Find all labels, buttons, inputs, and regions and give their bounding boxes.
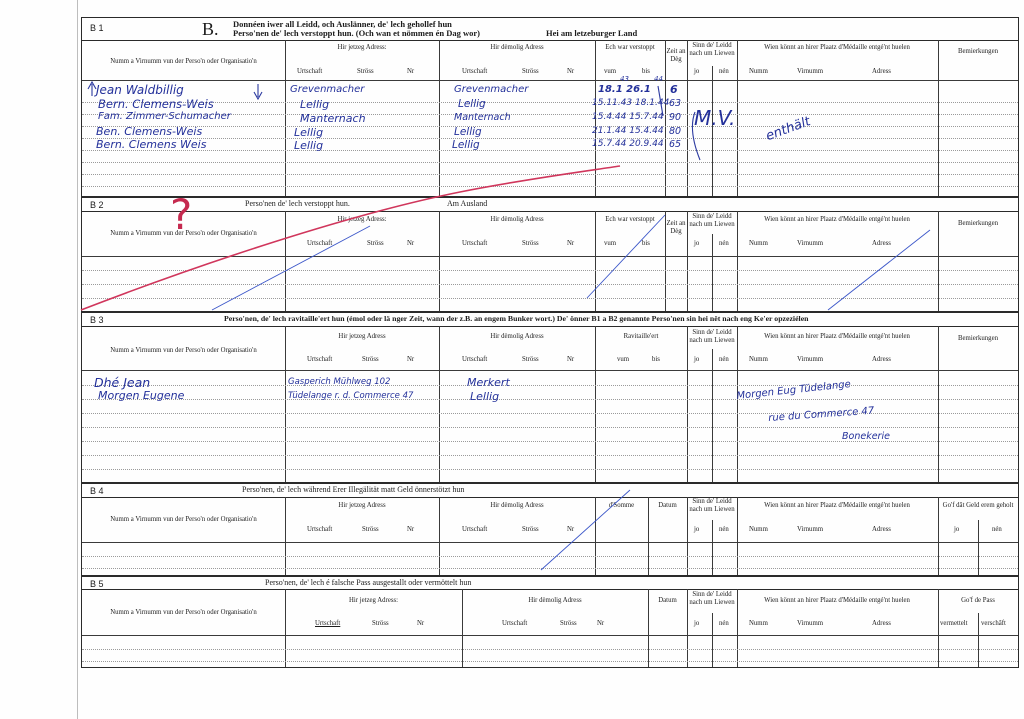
b1-col-no: nén xyxy=(719,68,729,75)
b5-col-date: Datum xyxy=(658,597,677,604)
b2-col-street: Ströss xyxy=(367,240,384,247)
b1-mark: M.V. xyxy=(694,106,736,130)
b3-code: B 3 xyxy=(90,315,104,325)
b2-col-from: vum xyxy=(604,240,617,247)
section-title-3: Hei am letzeburger Land xyxy=(546,28,638,38)
b4-col-address: Adress xyxy=(872,526,891,533)
b3-col-street: Ströss xyxy=(362,356,379,363)
b2-col-hidden: Ech war verstoppt xyxy=(605,216,655,223)
b3-col-former-addr: Hir dèmolig Adress xyxy=(490,333,544,340)
b5-col-no: nén xyxy=(719,620,729,627)
b2-col-medal: Wien könnt an hirer Plaatz d'Médaille entgé'nt huelen xyxy=(764,216,910,223)
b3-col-to: bis xyxy=(652,356,660,363)
b5-col-firstname: Virnumm xyxy=(797,620,824,627)
b2-title: Perso'nen de' lech verstoppt hun. xyxy=(245,199,350,208)
b1-col-nr: Nr xyxy=(407,68,415,75)
b2-col-locality-2: Urtschaft xyxy=(462,240,488,247)
b1-note: enthält xyxy=(764,114,813,145)
b1-col-from: vum xyxy=(604,68,617,75)
b1-col-address: Adress xyxy=(872,68,891,75)
b2-col-former-addr: Hir dèmolig Adress xyxy=(490,216,544,223)
b2-col-street-2: Ströss xyxy=(522,240,539,247)
b5-code: B 5 xyxy=(90,579,104,589)
b3-cur-2: Tüdelange r. d. Commerce 47 xyxy=(288,391,414,401)
b3-name-1: Dhé Jean xyxy=(94,375,151,390)
b2-col-address: Adress xyxy=(872,240,891,247)
b1-former-4: Lellig xyxy=(454,126,482,138)
b1-col-street-2: Ströss xyxy=(522,68,539,75)
b1-col-person: Numm a Virnumm vun der Perso'n oder Organisatio'n xyxy=(110,58,257,65)
b5-col-life: Sinn de' Leidd nach um Liewen xyxy=(689,591,735,606)
b1-col-time: Zeit an Dèg xyxy=(666,48,686,63)
b1-col-locality: Urtschaft xyxy=(297,68,323,75)
b3-col-firstname: Virnumm xyxy=(797,356,824,363)
b3-col-locality: Urtschaft xyxy=(307,356,333,363)
b1-col-medal: Wien könnt an hirer Plaatz d'Médaille entgé'nt huelen xyxy=(764,44,910,51)
b1-name-3: Fam. Zimmer-Schumacher xyxy=(98,111,231,122)
b4-col-current-addr: Hir jetzeg Adress xyxy=(338,502,386,509)
b5-col-surname: Numm xyxy=(749,620,768,627)
b1-days-4: 80 xyxy=(669,126,682,137)
b1-cur-4: Lellig xyxy=(294,126,324,139)
b4-col-yes-2: jo xyxy=(954,526,960,533)
b1-col-firstname: Virnumm xyxy=(797,68,824,75)
b2-col-nr-2: Nr xyxy=(567,240,575,247)
b3-col-yes: jo xyxy=(694,356,700,363)
b1-days-5: 65 xyxy=(669,139,682,150)
b5-col-address: Adress xyxy=(872,620,891,627)
b1-col-former-addr: Hir dèmolig Adress xyxy=(490,44,544,51)
b3-former-2: Lellig xyxy=(470,390,500,403)
b1-former-3: Manternach xyxy=(454,112,511,123)
b5-col-yes: jo xyxy=(694,620,700,627)
b4-col-medal: Wien könnt an hirer Plaatz d'Médaille entgé'nt huelen xyxy=(764,502,910,509)
b1-name-1: Jean Waldbillig xyxy=(96,83,184,97)
b1-former-2: Lellig xyxy=(458,98,486,110)
b1-period-2: 15.11.43 18.1.44 xyxy=(592,98,670,108)
b5-col-street-2: Ströss xyxy=(560,620,577,627)
b2-col-surname: Numm xyxy=(749,240,768,247)
b3-medal-note-1: Morgen Eug Tüdelange xyxy=(736,379,852,402)
b2-title-b: Am Ausland xyxy=(447,199,488,208)
b1-period-1: 18.1 26.1 xyxy=(598,84,651,95)
b3-medal-note-2: rue du Commerce 47 xyxy=(768,405,875,424)
b4-code: B 4 xyxy=(90,486,104,496)
b2-col-nr: Nr xyxy=(407,240,415,247)
b1-col-yes: jo xyxy=(694,68,700,75)
b3-col-surname: Numm xyxy=(749,356,768,363)
b5-col-person: Numm a Virnumm vun der Perso'n oder Organisatio'n xyxy=(110,609,257,616)
b1-period-4: 21.1.44 15.4.44 xyxy=(592,126,664,136)
b3-title: Perso'nen, de' lech ravitaille'ert hun (émol oder lä nger Zeit, wann der z.B. an engem Bunker wort.) De' önner B1 a B2 genannte Perso'nen sin hei nët nach eng Ke'er opzeziélen xyxy=(224,314,809,323)
b5-col-locality-2: Urtschaft xyxy=(502,620,528,627)
b2-col-time: Zeit an Dèg xyxy=(666,220,686,235)
b3-col-remarks: Bemierkungen xyxy=(957,335,998,342)
b1-year-43: 43 xyxy=(620,75,629,83)
b4-col-locality-2: Urtschaft xyxy=(462,526,488,533)
b3-cur-1: Gasperich Mühlweg 102 xyxy=(288,377,391,387)
b4-col-nr-2: Nr xyxy=(567,526,575,533)
b4-col-sum: d'Somme xyxy=(608,502,635,509)
b3-col-medal: Wien könnt an hirer Plaatz d'Médaille entgé'nt huelen xyxy=(764,333,910,340)
b3-former-1: Merkert xyxy=(467,376,510,389)
b4-col-date: Datum xyxy=(658,502,677,509)
b1-cur-1: Grevenmacher xyxy=(290,84,365,95)
b4-col-firstname: Virnumm xyxy=(797,526,824,533)
b3-col-locality-2: Urtschaft xyxy=(462,356,488,363)
b3-col-life: Sinn de' Leidd nach um Liewen xyxy=(689,329,735,344)
b1-days-2: 63 xyxy=(669,98,682,109)
b3-col-address: Adress xyxy=(872,356,891,363)
b2-col-no: nén xyxy=(719,240,729,247)
b4-col-money-given: Go'f dât Geld erem geholt xyxy=(942,502,1014,509)
section-title-1: Donnéen iwer all Leidd, och Auslänner, de' lech gehollef hun xyxy=(233,19,452,29)
b4-col-street-2: Ströss xyxy=(522,526,539,533)
section-title-2: Perso'nen de' lech verstoppt hun. (Och wan et nömmen én Dag wor) xyxy=(233,28,480,38)
b2-col-locality: Urtschaft xyxy=(307,240,333,247)
b1-col-life: Sinn de' Leidd nach um Liewen xyxy=(689,42,735,57)
b4-col-no: nén xyxy=(719,526,729,533)
b5-col-medal: Wien könnt an hirer Plaatz d'Médaille entgé'nt huelen xyxy=(764,597,910,604)
b2-col-yes: jo xyxy=(694,240,700,247)
b5-col-nr: Nr xyxy=(417,620,425,627)
b1-name-5: Bern. Clemens Weis xyxy=(96,138,207,151)
b4-col-yes: jo xyxy=(694,526,700,533)
b1-period-5: 15.7.44 20.9.44 xyxy=(592,139,664,149)
b2-col-life: Sinn de' Leidd nach um Liewen xyxy=(689,213,735,228)
b2-col-firstname: Virnumm xyxy=(797,240,824,247)
b1-year-44: 44 xyxy=(654,75,663,83)
b1-col-street: Ströss xyxy=(357,68,374,75)
b5-col-current-addr: Hir jetzeg Adress: xyxy=(348,597,399,604)
b1-former-5: Lellig xyxy=(452,139,480,151)
b2-col-remarks: Bemierkungen xyxy=(957,220,998,227)
b1-days-3: 90 xyxy=(669,112,682,123)
b1-col-to: bis xyxy=(642,68,650,75)
b3-col-current-addr: Hir jetzeg Adress xyxy=(338,333,386,340)
b1-name-4: Ben. Clemens-Weis xyxy=(96,125,203,138)
b3-col-nr: Nr xyxy=(407,356,415,363)
b3-name-2: Morgen Eugene xyxy=(98,389,185,402)
b1-period-3: 15.4.44 15.7.44 xyxy=(592,112,664,122)
b3-col-person: Numm a Virnumm vun der Perso'n oder Organisatio'n xyxy=(110,347,257,354)
b1-cur-3: Manternach xyxy=(300,112,366,125)
b1-col-hidden: Ech war verstoppt xyxy=(605,44,655,51)
b4-col-nr: Nr xyxy=(407,526,415,533)
b3-col-nr-2: Nr xyxy=(567,356,575,363)
question-mark-annotation: ? xyxy=(170,190,193,239)
b3-medal-note-3: Bonekerie xyxy=(842,431,890,442)
b4-col-person: Numm a Virnumm vun der Perso'n oder Organisatio'n xyxy=(110,516,257,523)
b5-col-locality: Urtschaft xyxy=(315,620,341,627)
b5-col-nr-2: Nr xyxy=(597,620,605,627)
b3-col-no: nén xyxy=(719,356,729,363)
b2-code: B 2 xyxy=(90,200,104,210)
b3-col-supplied: Ravitaille'ert xyxy=(623,333,659,340)
b4-col-former-addr: Hir dèmolig Adress xyxy=(490,502,544,509)
b1-code: B 1 xyxy=(90,23,104,33)
b5-col-pass: Go'f de Pass xyxy=(961,597,995,604)
b2-col-current-addr: Hir jetzeg Adress: xyxy=(337,216,387,223)
b3-col-street-2: Ströss xyxy=(522,356,539,363)
b1-col-locality-2: Urtschaft xyxy=(462,68,488,75)
b1-name-2: Bern. Clemens-Weis xyxy=(98,97,214,111)
b5-col-forged: verschâft xyxy=(981,620,1006,627)
b1-col-surname: Numm xyxy=(749,68,768,75)
b5-col-given: vermettelt xyxy=(940,620,968,627)
b5-title: Perso'nen, de' lech é falsche Pass ausgestallt oder vermöttelt hun xyxy=(265,578,472,587)
b1-cur-2: Lellig xyxy=(300,98,330,111)
b4-col-locality: Urtschaft xyxy=(307,526,333,533)
b4-col-life: Sinn de' Leidd nach um Liewen xyxy=(689,498,735,513)
b1-former-1: Grevenmacher xyxy=(454,84,529,95)
b4-col-surname: Numm xyxy=(749,526,768,533)
b1-col-current-addr: Hir jetzeg Adress: xyxy=(337,44,387,51)
b5-col-former-addr: Hir dèmolig Adress xyxy=(528,597,582,604)
b1-cur-5: Lellig xyxy=(294,139,324,152)
b1-col-nr-2: Nr xyxy=(567,68,575,75)
b2-col-to: bis xyxy=(642,240,650,247)
b1-col-remarks: Bemierkungen xyxy=(957,48,998,55)
b2-col-person: Numm a Virnumm vun der Perso'n oder Organisatio'n xyxy=(110,230,257,237)
b4-col-no-2: nén xyxy=(992,526,1002,533)
b4-title: Perso'nen, de' lech während Erer Illegälität matt Geld önnerstötzt hun xyxy=(242,485,465,494)
b4-col-street: Ströss xyxy=(362,526,379,533)
section-letter: B. xyxy=(202,19,219,39)
b3-col-from: vum xyxy=(617,356,630,363)
b1-days-1: 6 xyxy=(670,83,678,96)
b5-col-street: Ströss xyxy=(372,620,389,627)
